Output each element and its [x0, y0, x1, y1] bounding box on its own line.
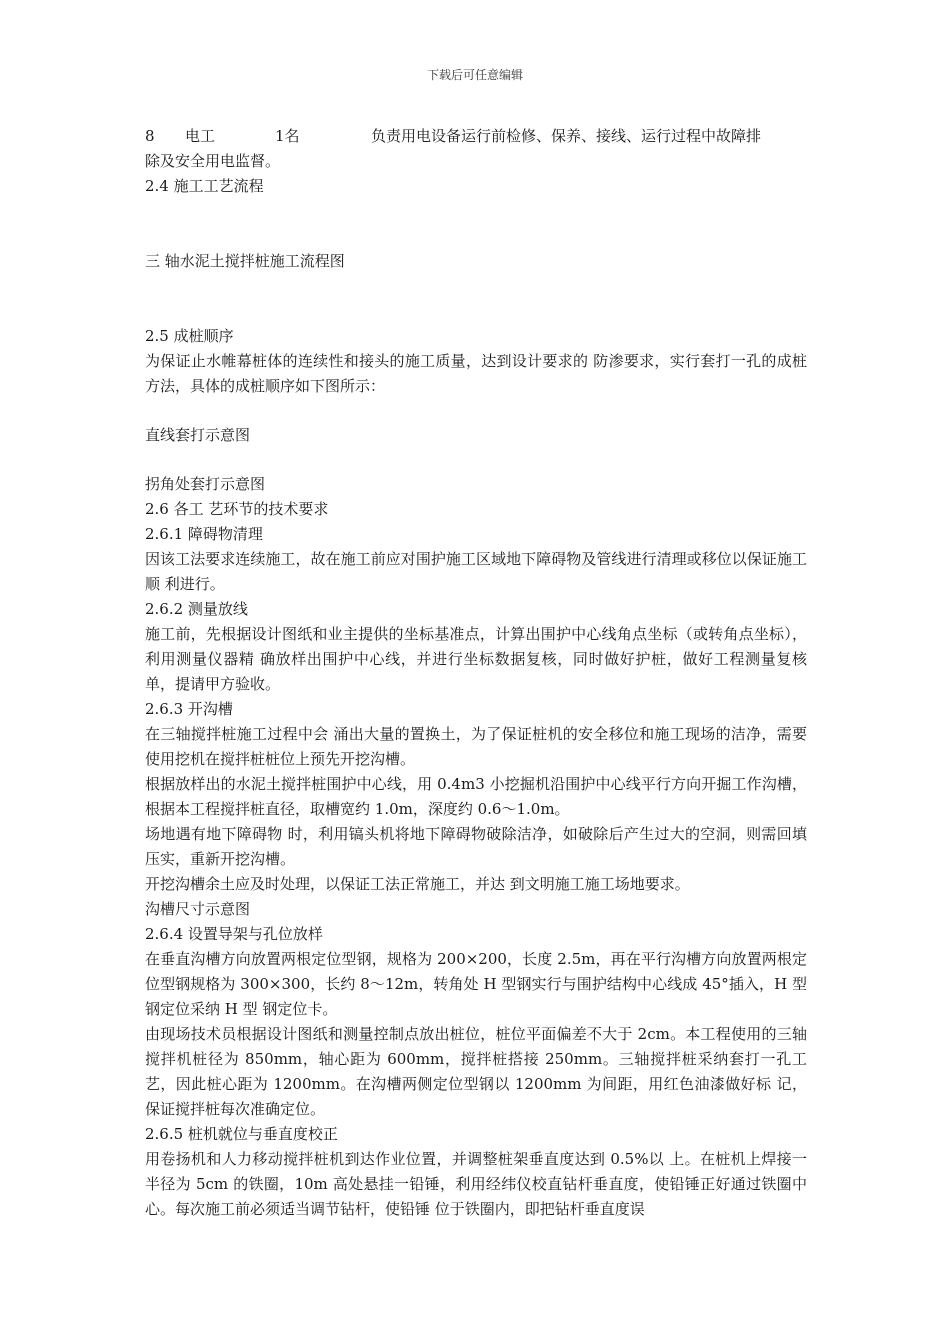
paragraph: 为保证止水帷幕桩体的连续性和接头的施工质量，达到设计要求的 防渗要求，实行套打一孔的成桩方法，具体的成桩顺序如下图所示：	[145, 352, 807, 395]
paragraph: 开挖沟槽余土应及时处理，以保证工法正常施工，并达 到文明施工施工场地要求。	[145, 875, 690, 893]
figure-space	[145, 399, 807, 423]
paragraph: 在垂直沟槽方向放置两根定位型钢，规格为 200×200，长度 2.5m，再在平行沟槽方向放置两根定位型钢规格为 300×300，长约 8～12m，转角处 H 型钢实行与围护结构中心线成 45°插入，H 型钢定位采纳 H 型 钢定位卡。	[145, 950, 807, 1018]
figure-space	[145, 448, 807, 472]
staff-count: 1名	[275, 127, 300, 145]
subsection-heading: 2.6.4 设置导架与孔位放样	[145, 925, 323, 943]
paragraph: 场地遇有地下障碍物 时，利用镐头机将地下障碍物破除洁净，如破除后产生过大的空洞，则需回填压实，重新开挖沟槽。	[145, 825, 807, 868]
paragraph: 除及安全用电监督。	[145, 152, 281, 170]
subsection-heading: 2.6.1 障碍物清理	[145, 525, 263, 543]
section-heading: 2.6 各工 艺环节的技术要求	[145, 500, 329, 518]
figure-space	[145, 274, 807, 324]
paragraph: 由现场技术员根据设计图纸和测量控制点放出桩位，桩位平面偏差不大于 2cm。本工程使用的三轴搅拌机桩径为 850mm，轴心距为 600mm，搅拌桩搭接 250mm。三轴搅拌桩采纳套打一孔工艺，因此桩心距为 1200mm。在沟槽两侧定位型钢以 1200mm 为间距，用红色油漆做好标 记，保证搅拌桩每次准确定位。	[145, 1025, 807, 1118]
paragraph: 在三轴搅拌桩施工过程中会 涌出大量的置换土，为了保证桩机的安全移位和施工现场的洁净，需要使用挖机在搅拌桩桩位上预先开挖沟槽。	[145, 725, 807, 768]
staff-role: 电工	[185, 127, 216, 145]
document-body	[145, 124, 807, 1222]
figure-space	[145, 199, 807, 249]
section-heading: 2.4 施工工艺流程	[145, 177, 264, 195]
page-header: 下载后可任意编辑	[426, 68, 523, 82]
staff-table-row	[145, 124, 807, 149]
paragraph: 施工前，先根据设计图纸和业主提供的坐标基准点，计算出围护中心线角点坐标（或转角点坐标），利用测量仪器精 确放样出围护中心线，并进行坐标数据复核，同时做好护桩，做好工程测量复核单，提请甲方验收。	[145, 625, 807, 693]
figure-caption: 拐角处套打示意图	[145, 475, 266, 493]
subsection-heading: 2.6.2 测量放线	[145, 600, 248, 618]
paragraph: 因该工法要求连续施工，故在施工前应对围护施工区域地下障碍物及管线进行清理或移位以保证施工顺 利进行。	[145, 550, 807, 593]
section-heading: 2.5 成桩顺序	[145, 327, 234, 345]
subsection-heading: 2.6.3 开沟槽	[145, 700, 233, 718]
subsection-heading: 2.6.5 桩机就位与垂直度校正	[145, 1125, 338, 1143]
figure-caption: 沟槽尺寸示意图	[145, 900, 251, 918]
staff-duty: 负责用电设备运行前检修、保养、接线、运行过程中故障排	[371, 127, 762, 145]
paragraph: 用卷扬机和人力移动搅拌桩机到达作业位置，并调整桩架垂直度达到 0.5%以 上。在桩机上焊接一半径为 5cm 的铁圈，10m 高处悬挂一铅锤，利用经纬仪校直钻杆垂直度，使铅锤正好通过铁圈中心。每次施工前必须适当调节钻杆，使铅锤 位于铁圈内，即把钻杆垂直度误	[145, 1150, 807, 1218]
figure-caption: 三 轴水泥土搅拌桩施工流程图	[145, 252, 345, 270]
paragraph: 根据放样出的水泥土搅拌桩围护中心线，用 0.4m3 小挖掘机沿围护中心线平行方向开掘工作沟槽，根据本工程搅拌桩直径，取槽宽约 1.0m，深度约 0.6～1.0m。	[145, 775, 807, 818]
staff-number: 8	[145, 127, 155, 145]
figure-caption: 直线套打示意图	[145, 426, 251, 444]
